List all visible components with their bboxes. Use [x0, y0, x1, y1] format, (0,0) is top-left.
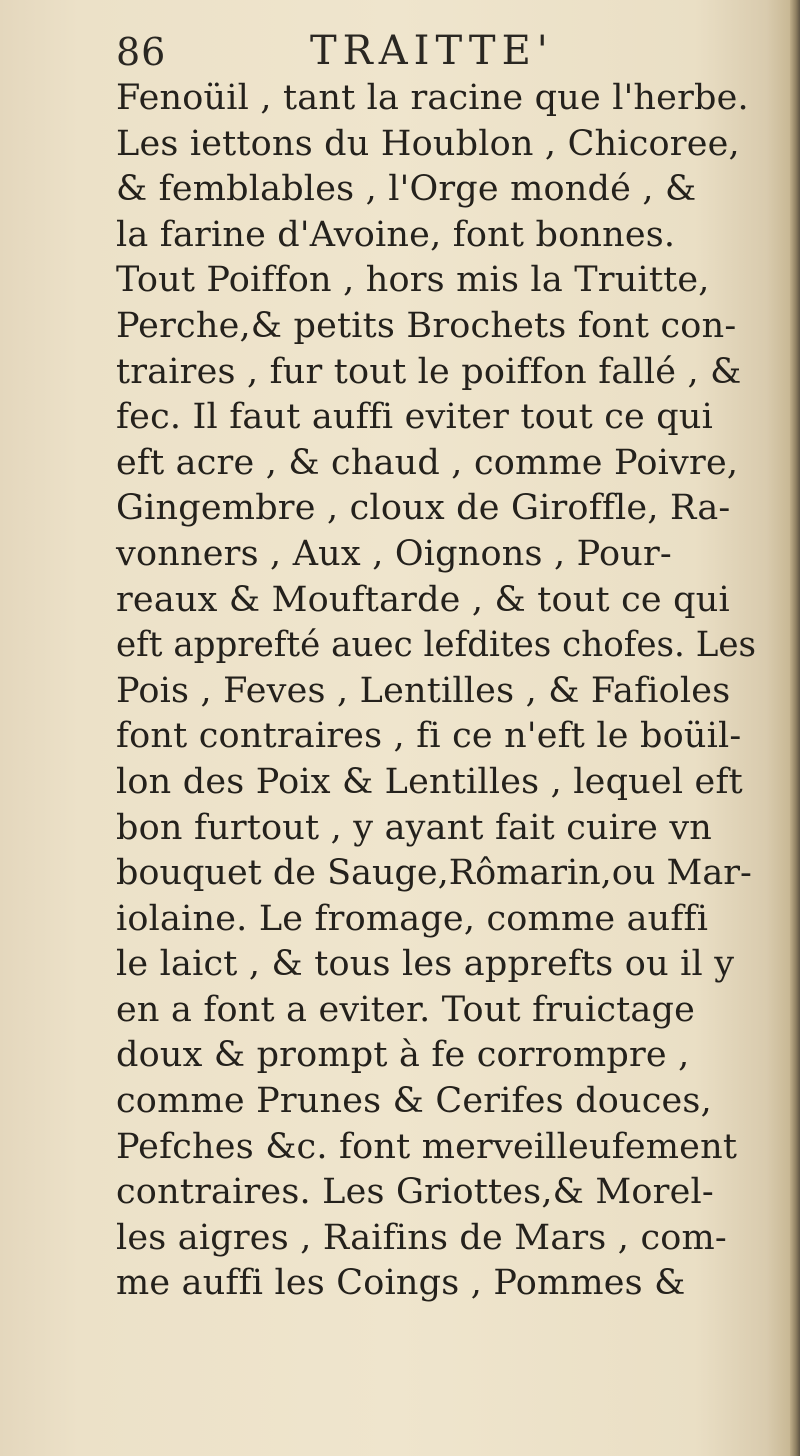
text-line: traires , fur tout le poiffon fallé , & [116, 351, 742, 392]
page-number: 86 [116, 30, 167, 74]
text-line: Pefches &c. font merveilleufement [116, 1126, 738, 1167]
text-line: Les iettons du Houblon , Chicoree, [116, 123, 740, 164]
text-line: doux & prompt à fe corrompre , [116, 1035, 690, 1076]
text-line: Pois , Feves , Lentilles , & Fafioles [116, 670, 731, 711]
text-line: le laict , & tous les apprefts ou il y [116, 944, 735, 985]
text-line: les aigres , Raifins de Mars , com- [116, 1217, 727, 1258]
text-line: fec. Il faut auffi eviter tout ce qui [116, 397, 714, 438]
running-head [116, 24, 736, 84]
text-line: bon furtout , y ayant fait cuire vn [116, 807, 713, 848]
text-line: comme Prunes & Cerifes douces, [116, 1081, 712, 1122]
text-line: & femblables , l'Orge mondé , & [116, 169, 697, 210]
text-line: iolaine. Le fromage, comme auffi [116, 898, 709, 939]
text-line: en a font a eviter. Tout fruictage [116, 989, 696, 1030]
running-title: TRAITTE' [310, 28, 554, 74]
text-line: vonners , Aux , Oignons , Pour- [116, 533, 672, 574]
text-line: me auffi les Coings , Pommes & [116, 1263, 686, 1304]
text-line: Gingembre , cloux de Giroffle, Ra- [116, 488, 731, 529]
text-line: la farine d'Avoine, font bonnes. [116, 214, 676, 255]
body-text [116, 76, 756, 1307]
text-line: font contraires , fi ce n'eft le boüil- [116, 716, 742, 757]
text-line: lon des Poix & Lentilles , lequel eft [116, 761, 743, 802]
text-line: eft apprefté auec lefdites chofes. Les [116, 625, 757, 666]
text-line: bouquet de Sauge,Rômarin,ou Mar- [116, 853, 752, 894]
page-edge [790, 0, 800, 1456]
text-line: eft acre , & chaud , comme Poivre, [116, 442, 739, 483]
text-line: Fenoüil , tant la racine que l'herbe. [116, 78, 749, 118]
text-line: Perche,& petits Brochets font con- [116, 305, 737, 346]
text-line: reaux & Mouftarde , & tout ce qui [116, 579, 730, 620]
text-line: contraires. Les Griottes,& Morel- [116, 1172, 714, 1213]
text-line: Tout Poiffon , hors mis la Truitte, [116, 260, 710, 301]
